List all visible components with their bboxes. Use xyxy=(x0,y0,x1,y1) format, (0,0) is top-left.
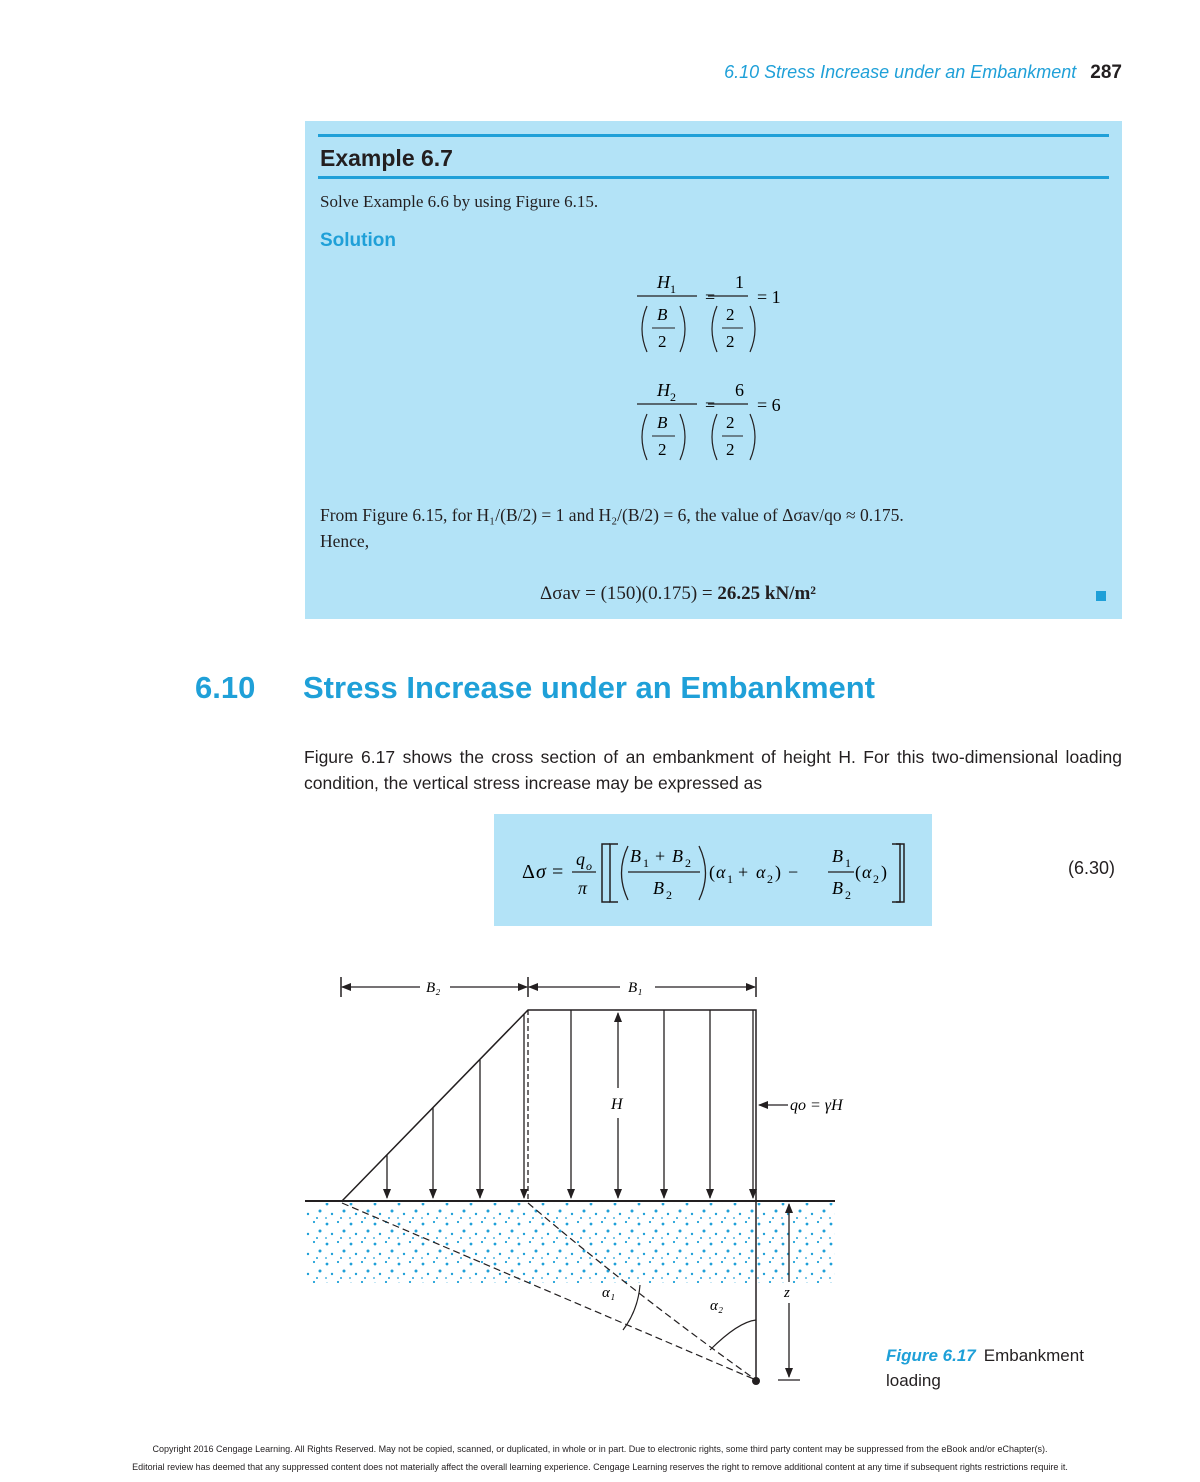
svg-text:1: 1 xyxy=(735,272,744,292)
svg-text:(: ( xyxy=(709,862,715,882)
svg-text:B: B xyxy=(672,846,683,866)
result-lhs: Δσav = (150)(0.175) = xyxy=(540,583,718,604)
svg-text:2: 2 xyxy=(685,856,691,870)
svg-text:): ) xyxy=(881,862,887,882)
svg-text:2: 2 xyxy=(726,332,735,351)
running-head-title: 6.10 Stress Increase under an Embankment xyxy=(724,62,1077,82)
svg-text:): ) xyxy=(775,862,781,882)
result-equation xyxy=(540,583,816,605)
svg-text:B: B xyxy=(832,878,843,898)
svg-text:α: α xyxy=(862,862,872,882)
svg-text:H: H xyxy=(657,272,670,292)
result-value: 26.25 kN/m² xyxy=(717,583,816,604)
svg-text:q: q xyxy=(576,849,585,869)
svg-text:H: H xyxy=(657,380,670,400)
solution-equation-1 xyxy=(625,271,825,366)
svg-text:+: + xyxy=(655,846,666,866)
alpha1-label: α₁ xyxy=(602,1285,616,1301)
svg-text:2: 2 xyxy=(666,888,672,902)
svg-text:α: α xyxy=(756,862,766,882)
example-box xyxy=(305,121,1122,619)
svg-text:B: B xyxy=(653,878,664,898)
svg-text:Δ: Δ xyxy=(522,861,535,883)
svg-text:o: o xyxy=(586,859,592,873)
svg-text:= 1: = 1 xyxy=(757,287,781,307)
svg-text:6: 6 xyxy=(735,380,744,400)
svg-text:2: 2 xyxy=(658,332,667,351)
svg-text:B: B xyxy=(657,305,668,324)
hence-text: Hence, xyxy=(320,531,370,551)
svg-text:2: 2 xyxy=(670,390,676,404)
section-heading xyxy=(195,670,875,706)
load-arrows xyxy=(387,1010,753,1198)
svg-text:1: 1 xyxy=(670,282,676,296)
equation-6-30 xyxy=(494,814,932,926)
copyright-notice xyxy=(0,1440,1200,1476)
alpha2-label: α₂ xyxy=(710,1298,724,1314)
b2-label: B₂ xyxy=(426,980,441,996)
svg-text:σ: σ xyxy=(536,861,546,883)
z-label: z xyxy=(784,1285,790,1301)
svg-text:α: α xyxy=(716,862,726,882)
svg-text:B: B xyxy=(832,846,843,866)
svg-text:2: 2 xyxy=(873,872,879,886)
svg-text:=: = xyxy=(552,861,564,883)
from-figure-line: From Figure 6.15, for H₁/(B/2) = 1 and H₂/(B/2) = 6, the value of Δσav/qo ≈ 0.175. xyxy=(320,505,904,525)
equation-box xyxy=(494,814,932,926)
solution-equation-2 xyxy=(625,379,825,474)
running-head xyxy=(724,62,1122,84)
example-title: Example 6.7 xyxy=(320,145,453,171)
b1-label: B₁ xyxy=(628,980,643,996)
point-a xyxy=(752,1377,760,1385)
h-label: H xyxy=(611,1096,623,1113)
example-top-rule xyxy=(318,134,1109,137)
svg-text:π: π xyxy=(578,878,588,898)
figure-caption xyxy=(886,1343,1116,1393)
svg-text:1: 1 xyxy=(727,872,733,886)
load-label: qo = γH xyxy=(790,1097,843,1114)
svg-text:+: + xyxy=(738,862,749,882)
embankment-outline xyxy=(342,1010,756,1201)
copyright-line-2: Editorial review has deemed that any suppressed content does not materially affect the overall learning experience. Cengage Learning reserves the right to remove additional content at any time if subsequent rights restrictions require it. xyxy=(132,1462,1068,1472)
svg-text:= 6: = 6 xyxy=(757,395,781,415)
section-body: Figure 6.17 shows the cross section of an embankment of height H. For this two-dimensional loading condition, the vertical stress increase may be expressed as xyxy=(304,747,1122,793)
solution-label: Solution xyxy=(320,230,396,251)
equation-number: (6.30) xyxy=(1068,858,1116,878)
example-title-rule xyxy=(318,176,1109,179)
svg-text:2: 2 xyxy=(726,440,735,459)
svg-text:2: 2 xyxy=(726,413,735,432)
section-title: Stress Increase under an Embankment xyxy=(303,670,876,705)
svg-text:2: 2 xyxy=(658,440,667,459)
page-number: 287 xyxy=(1090,62,1122,83)
svg-text:(: ( xyxy=(855,862,861,882)
figure-caption-text: Embankment loading xyxy=(886,1346,1084,1390)
svg-text:=: = xyxy=(705,287,716,307)
from-figure-text xyxy=(320,502,1110,554)
svg-text:B: B xyxy=(630,846,641,866)
svg-text:2: 2 xyxy=(726,305,735,324)
svg-text:B: B xyxy=(657,413,668,432)
svg-text:=: = xyxy=(705,395,716,415)
figure-label: Figure 6.17 xyxy=(886,1346,976,1365)
svg-text:1: 1 xyxy=(643,856,649,870)
svg-text:−: − xyxy=(788,862,799,882)
embankment-figure xyxy=(300,960,860,1400)
example-end-mark xyxy=(1096,591,1106,601)
example-prompt: Solve Example 6.6 by using Figure 6.15. xyxy=(320,192,599,211)
svg-text:1: 1 xyxy=(845,856,851,870)
section-number: 6.10 xyxy=(195,670,256,705)
svg-text:2: 2 xyxy=(845,888,851,902)
copyright-line-1: Copyright 2016 Cengage Learning. All Rights Reserved. May not be copied, scanned, or duplicated, in whole or in part. Due to electronic rights, some third party content may be suppressed from the eBook and/or eChapter(s). xyxy=(152,1444,1048,1454)
svg-text:2: 2 xyxy=(767,872,773,886)
